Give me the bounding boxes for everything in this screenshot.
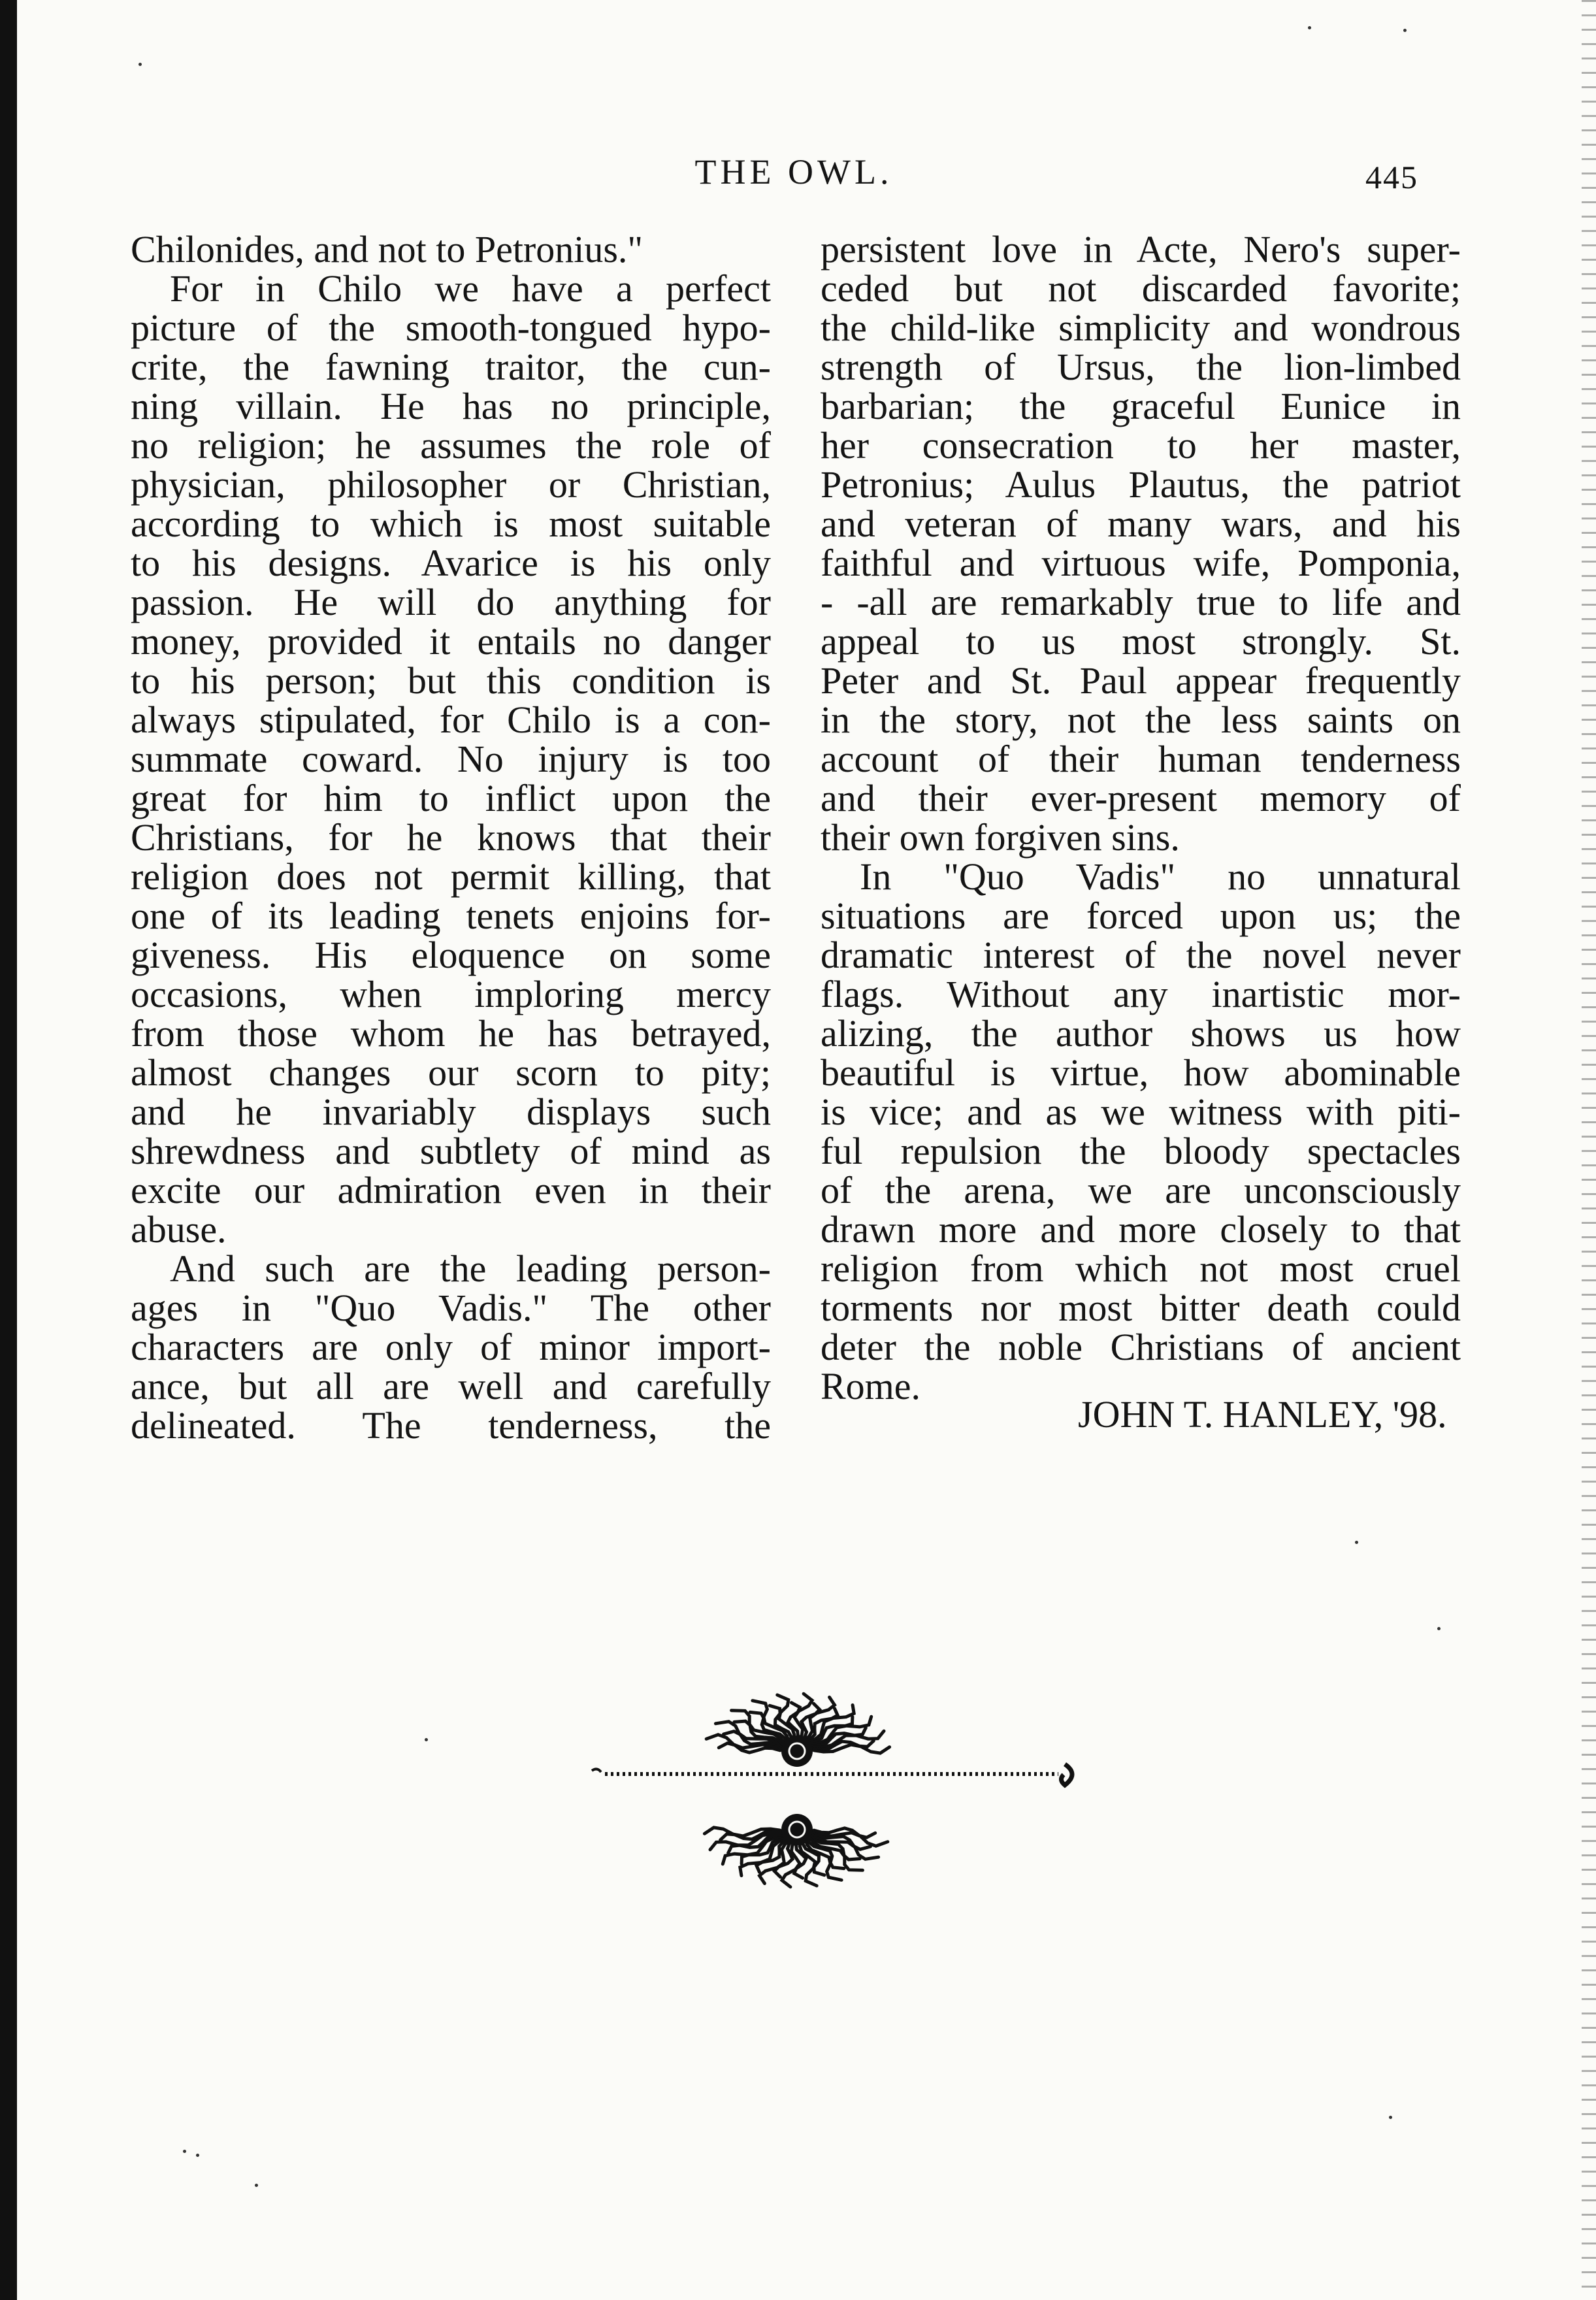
text-line: alizing, the author shows us how [821,1012,1461,1055]
sun-core [781,1735,813,1767]
sunburst-divider-icon [588,1660,1111,1934]
text-line: religion from which not most cruel [821,1247,1461,1290]
sun-core [781,1814,813,1845]
text-line: Peter and St. Paul appear frequently [821,659,1461,702]
text-line: characters are only of minor import- [131,1326,771,1368]
text-line: occasions, when imploring mercy [131,973,771,1015]
text-line: giveness. His eloquence on some [131,934,771,976]
text-line: religion does not permit killing, that [131,855,771,898]
page-number: 445 [1365,159,1418,195]
left-text-column [131,230,771,1445]
text-line: And such are the leading person- [170,1247,771,1290]
text-line: excite our admiration even in their [131,1169,771,1211]
author-signature: JOHN T. HANLEY, '98. [1078,1393,1447,1436]
text-line: summate coward. No injury is too [131,738,771,780]
lower-sunburst [704,1814,887,1887]
text-line: persistent love in Acte, Nero's super- [821,228,1461,271]
text-line: abuse. [131,1208,227,1251]
text-line: to his designs. Avarice is his only [131,542,771,584]
text-line: drawn more and more closely to that [821,1208,1461,1251]
text-line: flags. Without any inartistic mor- [821,973,1461,1015]
text-line: Petronius; Aulus Plautus, the patriot [821,463,1461,506]
text-line: their own forgiven sins. [821,816,1180,859]
journal-title: THE OWL. [694,152,893,191]
text-line: physician, philosopher or Christian, [131,463,771,506]
text-line: from those whom he has betrayed, [131,1012,771,1055]
text-line: deter the noble Christians of ancient [821,1326,1461,1368]
text-line: faithful and virtuous wife, Pomponia, [821,542,1461,584]
text-line: and their ever-present memory of [821,777,1461,819]
text-line: dramatic interest of the novel never [821,934,1461,976]
upper-sunburst [706,1694,889,1767]
text-line: her consecration to her master, [821,424,1461,467]
text-line: account of their human tenderness [821,738,1461,780]
text-line: For in Chilo we have a perfect [170,267,771,310]
text-line: Rome. [821,1365,921,1407]
text-line: ance, but all are well and carefully [131,1365,771,1407]
text-line: passion. He will do anything for [131,581,771,623]
page-scan-edge [1582,0,1596,2300]
text-line: great for him to inflict upon the [131,777,771,819]
running-header [0,152,1596,204]
text-line: beautiful is virtue, how abominable [821,1051,1461,1094]
text-line: almost changes our scorn to pity; [131,1051,771,1094]
text-line: - -all are remarkably true to life and [821,581,1461,623]
text-line: is vice; and as we witness with piti- [821,1091,1461,1133]
right-text-column [821,230,1461,1406]
text-line: of the arena, we are unconsciously [821,1169,1461,1211]
text-line: appeal to us most strongly. St. [821,620,1461,663]
text-line: the child-like simplicity and wondrous [821,306,1461,349]
text-line: to his person; but this condition is [131,659,771,702]
text-line: and he invariably displays such [131,1091,771,1133]
text-line: and veteran of many wars, and his [821,502,1461,545]
text-line: one of its leading tenets enjoins for- [131,895,771,937]
text-line: In "Quo Vadis" no unnatural [860,855,1461,898]
text-line: ning villain. He has no principle, [131,385,771,427]
text-line: Christians, for he knows that their [131,816,771,859]
text-line: according to which is most suitable [131,502,771,545]
text-line: in the story, not the less saints on [821,698,1461,741]
text-line: always stipulated, for Chilo is a con- [131,698,771,741]
text-line: strength of Ursus, the lion-limbed [821,346,1461,388]
text-line: shrewdness and subtlety of mind as [131,1130,771,1172]
text-line: barbarian; the graceful Eunice in [821,385,1461,427]
text-line: no religion; he assumes the role of [131,424,771,467]
text-line: money, provided it entails no danger [131,620,771,663]
text-line: ful repulsion the bloody spectacles [821,1130,1461,1172]
text-line: delineated. The tenderness, the [131,1404,771,1447]
text-line: picture of the smooth-tongued hypo- [131,306,771,349]
dotted-rule [592,1764,1072,1785]
text-line: ceded but not discarded favorite; [821,267,1461,310]
text-line: situations are forced upon us; the [821,895,1461,937]
text-line: ages in "Quo Vadis." The other [131,1287,771,1329]
page-binding-edge [0,0,17,2300]
text-line: Chilonides, and not to Petronius." [131,228,643,271]
text-line: torments nor most bitter death could [821,1287,1461,1329]
text-line: crite, the fawning traitor, the cun- [131,346,771,388]
